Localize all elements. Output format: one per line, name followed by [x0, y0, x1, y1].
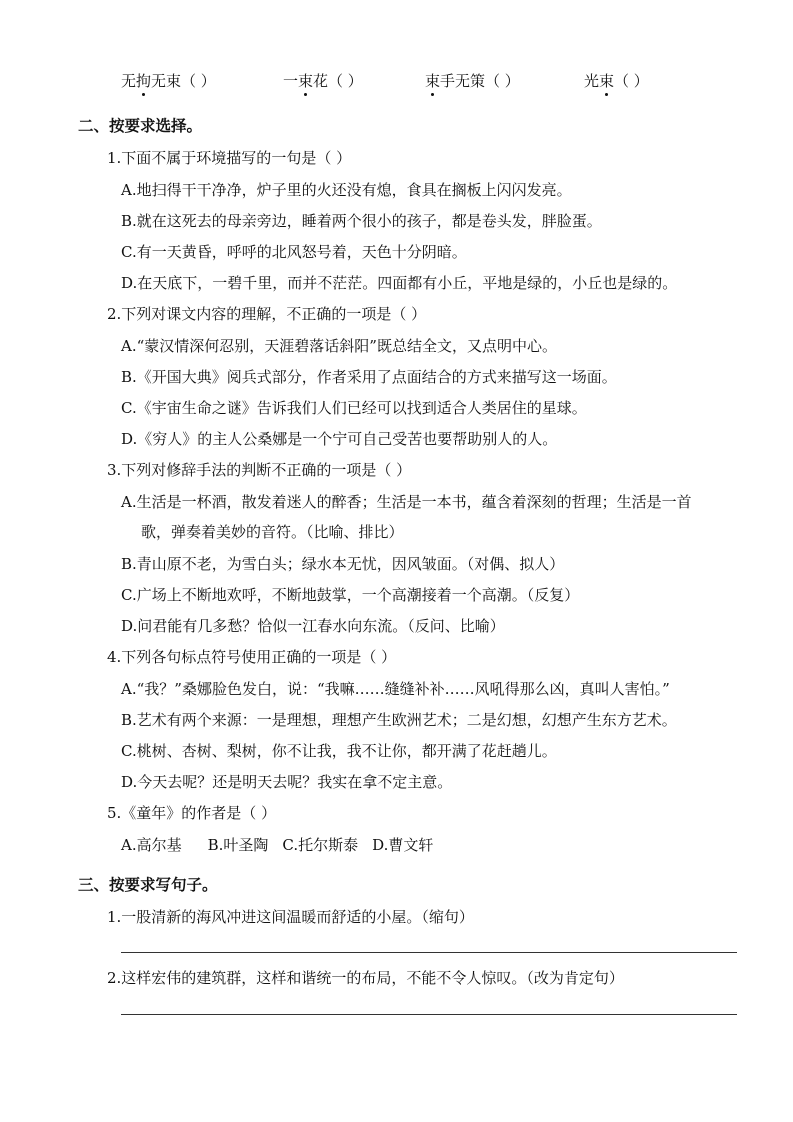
word-item-3: [425, 70, 520, 91]
option-d: D.问君能有几多愁？恰似一江春水向东流。（反问、比喻）: [121, 617, 505, 635]
dotted-char: 束: [298, 72, 314, 90]
option-c: C.《宇宙生命之谜》告诉我们人们已经可以找到适合人类居住的星球。: [121, 399, 587, 417]
option-a: A.高尔基: [121, 836, 182, 854]
option-b: B.《开国大典》阅兵式部分，作者采用了点面结合的方式来描写这一场面。: [121, 368, 617, 386]
question-stem: 1.下面不属于环境描写的一句是（ ）: [107, 149, 352, 167]
option-a: A.“我？”桑娜脸色发白，说：“我嘛……缝缝补补……风吼得那么凶，真叫人害怕。”: [121, 680, 670, 698]
answer-line[interactable]: [121, 952, 737, 953]
option-d: D.在天底下，一碧千里，而并不茫茫。四面都有小丘，平地是绿的，小丘也是绿的。: [121, 274, 678, 292]
dotted-char: 束: [599, 72, 615, 90]
dotted-char: 拘: [136, 72, 152, 90]
option-d: D.今天去呢？还是明天去呢？我实在拿不定主意。: [121, 773, 453, 791]
question-stem: 5.《童年》的作者是（ ）: [107, 804, 277, 822]
option-d: D.曹文轩: [372, 836, 434, 854]
question-stem: 2.下列对课文内容的理解，不正确的一项是（ ）: [107, 305, 427, 323]
section-3-title: 三、按要求写句子。: [78, 876, 218, 894]
word-text: 光: [584, 72, 600, 90]
word-item-4: [584, 70, 649, 91]
option-c: C.托尔斯泰: [282, 836, 359, 854]
word-text: （ ）: [614, 72, 649, 90]
question-stem: 3.下列对修辞手法的判断不正确的一项是（ ）: [107, 461, 412, 479]
word-item-2: [283, 70, 363, 91]
option-a-continued: 歌，弹奏着美妙的音符。（比喻、排比）: [141, 523, 404, 541]
question-stem: 2.这样宏伟的建筑群，这样和谐统一的布局，不能不令人惊叹。（改为肯定句）: [107, 969, 624, 987]
word-text: 一: [283, 72, 299, 90]
word-text: 无束（ ）: [151, 72, 216, 90]
option-a: A.“蒙汉情深何忍别，天涯碧落话斜阳”既总结全文，又点明中心。: [121, 337, 557, 355]
dotted-word-row: [0, 70, 793, 96]
option-d: D.《穷人》的主人公桑娜是一个宁可自己受苦也要帮助别人的人。: [121, 430, 558, 448]
question-stem: 1.一股清新的海风冲进这间温暖而舒适的小屋。（缩句）: [107, 908, 474, 926]
option-c: C.有一天黄昏，呼呼的北风怒号着，天色十分阴暗。: [121, 243, 467, 261]
answer-line[interactable]: [121, 1014, 737, 1015]
option-c: C.桃树、杏树、梨树，你不让我，我不让你，都开满了花赶趟儿。: [121, 742, 557, 760]
option-c: C.广场上不断地欢呼，不断地鼓掌，一个高潮接着一个高潮。（反复）: [121, 586, 580, 604]
option-b: B.艺术有两个来源：一是理想，理想产生欧洲艺术；二是幻想，幻想产生东方艺术。: [121, 711, 677, 729]
word-text: 无: [121, 72, 137, 90]
question-stem: 4.下列各句标点符号使用正确的一项是（ ）: [107, 648, 397, 666]
section-2-title: 二、按要求选择。: [78, 117, 203, 135]
dotted-char: 束: [425, 72, 441, 90]
word-item-1: [121, 70, 216, 91]
option-a: A.生活是一杯酒，散发着迷人的醉香；生活是一本书，蕴含着深刻的哲理；生活是一首: [121, 493, 692, 511]
word-text: 手无策（ ）: [440, 72, 520, 90]
option-b: B.青山原不老，为雪白头；绿水本无忧，因风皱面。（对偶、拟人）: [121, 555, 565, 573]
option-row: [121, 834, 433, 855]
option-b: B.就在这死去的母亲旁边，睡着两个很小的孩子，都是卷头发，胖脸蛋。: [121, 212, 602, 230]
option-b: B.叶圣陶: [207, 836, 269, 854]
option-a: A.地扫得干干净净，炉子里的火还没有熄，食具在搁板上闪闪发亮。: [121, 181, 572, 199]
word-text: 花（ ）: [313, 72, 363, 90]
